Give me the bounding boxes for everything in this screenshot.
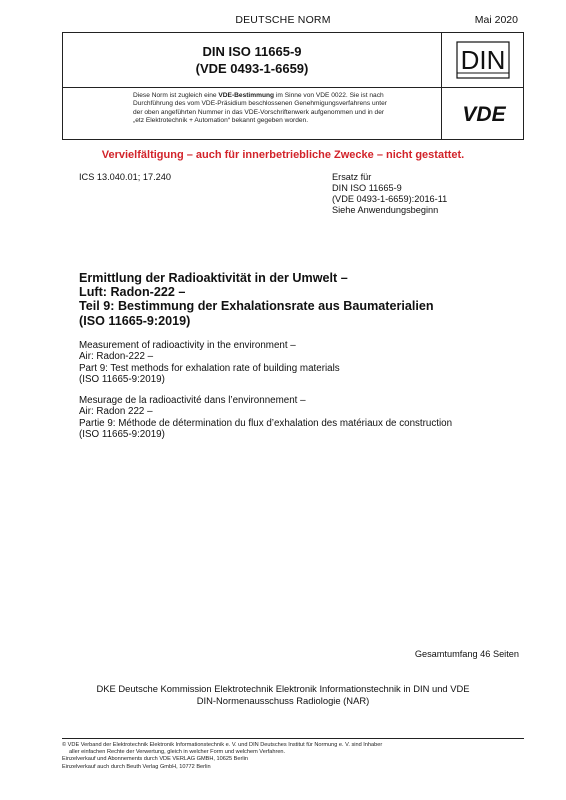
title-english: Measurement of radioactivity in the environment – Air: Radon-222 – Part 9: Test methods for exhalation rate of building materials (ISO 11665-9:2019): [79, 340, 340, 386]
vde-note: Diese Norm ist zugleich eine VDE-Bestimmung im Sinne von VDE 0022. Sie ist nach Durchführung des vom VDE-Präsidium beschlossenen Genehmigungsverfahrens unter der oben angeführten Nummer in das VDE-Vorschriftenwerk aufgenommen und in der „etz Elektrotechnik + Automation“ bekannt gegeben worden.: [133, 92, 387, 124]
norm-type: DEUTSCHE NORM: [235, 14, 331, 26]
ics-code: ICS 13.040.01; 17.240: [79, 172, 171, 182]
vde-logo: [455, 101, 513, 125]
copy-warning: Vervielfältigung – auch für innerbetriebliche Zwecke – nicht gestattet.: [101, 149, 465, 161]
standard-designation: [63, 43, 441, 77]
designation-line-2: (VDE 0493-1-6659): [195, 61, 309, 76]
designation-box: [62, 32, 524, 88]
din-logo: [456, 41, 510, 79]
copyright-notice: © VDE Verband der Elektrotechnik Elektronik Informationstechnik e. V. und DIN Deutsches Institut für Normung e. V. sind Inhaber aller einfachen Rechte der Verwertung, gleich in welcher Form und welchem Verfahren. Einzelverkauf und Abonnements durch VDE VERLAG GMBH, 10625 Berlin Einzelverkauf auch durch Beuth Verlag GmbH, 10772 Berlin: [62, 742, 383, 770]
designation-line-1: DIN ISO 11665-9: [202, 44, 302, 59]
footer-divider: [62, 738, 524, 739]
svg-text:VDE: VDE: [462, 103, 506, 125]
title-german: Ermittlung der Radioaktivität in der Umwelt – Luft: Radon-222 – Teil 9: Bestimmung der Exhalationsrate aus Baumaterialien (ISO 11665-9:2019): [79, 271, 434, 328]
title-french: Mesurage de la radioactivité dans l’environnement – Air: Radon 222 – Partie 9: Méthode de détermination du flux d’exhalation des matériaux de construction (ISO 11665-9:2019): [79, 395, 453, 441]
issue-date: Mai 2020: [474, 14, 518, 26]
replacement-info: Ersatz für DIN ISO 11665-9 (VDE 0493-1-6659):2016-11 Siehe Anwendungsbeginn: [332, 172, 448, 215]
vde-box: [62, 88, 524, 140]
publisher: DKE Deutsche Kommission Elektrotechnik Elektronik Informationstechnik in DIN und VDE DIN-Normenausschuss Radiologie (NAR): [96, 683, 470, 706]
svg-text:DIN: DIN: [460, 45, 506, 75]
total-pages: Gesamtumfang 46 Seiten: [414, 649, 519, 659]
